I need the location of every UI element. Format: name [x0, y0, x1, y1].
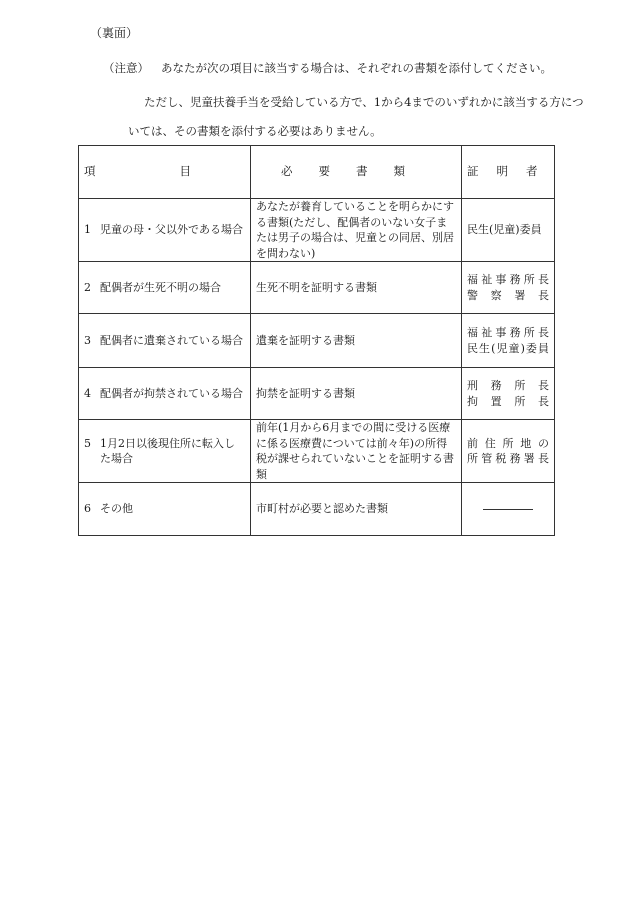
table-row [79, 262, 555, 314]
item-cell: 5 1月2日以後現住所に転入した場合 [79, 420, 251, 483]
header-certifier: 証明者 [462, 146, 555, 199]
certifier-cell: 前住所地の 所管税務署長 [462, 420, 555, 483]
requirements-table [78, 145, 555, 536]
note-line-2: ただし、児童扶養手当を受給している方で、1から4までのいずれかに該当する方につ [144, 95, 584, 109]
documents-cell: 市町村が必要と認めた書類 [251, 483, 462, 536]
empty-dash [483, 509, 533, 510]
item-cell: 4 配偶者が拘禁されている場合 [79, 368, 251, 420]
note-text-1: あなたが次の項目に該当する場合は、それぞれの書類を添付してください。 [161, 61, 552, 75]
page-heading: （裏面） [90, 26, 139, 40]
item-cell: 2 配偶者が生死不明の場合 [79, 262, 251, 314]
item-cell: 3 配偶者に遺棄されている場合 [79, 314, 251, 368]
item-cell: 6 その他 [79, 483, 251, 536]
note-line-1 [103, 60, 552, 76]
documents-cell: 生死不明を証明する書類 [251, 262, 462, 314]
table-header-row [79, 146, 555, 199]
documents-cell: 遺棄を証明する書類 [251, 314, 462, 368]
table-row [79, 483, 555, 536]
certifier-cell [462, 483, 555, 536]
documents-cell: 前年(1月から6月までの間に受ける医療に係る医療費については前々年)の所得税が課せられていないことを証明する書類 [251, 420, 462, 483]
certifier-cell: 刑務所長 拘置所長 [462, 368, 555, 420]
header-item: 項 目 [79, 146, 251, 199]
table-row [79, 420, 555, 483]
documents-cell: 拘禁を証明する書類 [251, 368, 462, 420]
header-documents: 必要書類 [251, 146, 462, 199]
table-row [79, 199, 555, 262]
table-row [79, 314, 555, 368]
certifier-cell: 福祉事務所長 民生(児童)委員 [462, 314, 555, 368]
note-label: （注意） [103, 61, 149, 75]
documents-cell: あなたが養育していることを明らかにする書類(ただし、配偶者のいない女子または男子の場合は、児童との同居、別居を問わない) [251, 199, 462, 262]
table-row [79, 368, 555, 420]
note-line-3: いては、その書類を添付する必要はありません。 [128, 124, 382, 138]
certifier-cell: 民生(児童)委員 [462, 199, 555, 262]
certifier-cell: 福祉事務所長 警察署長 [462, 262, 555, 314]
item-cell: 1 児童の母・父以外である場合 [79, 199, 251, 262]
